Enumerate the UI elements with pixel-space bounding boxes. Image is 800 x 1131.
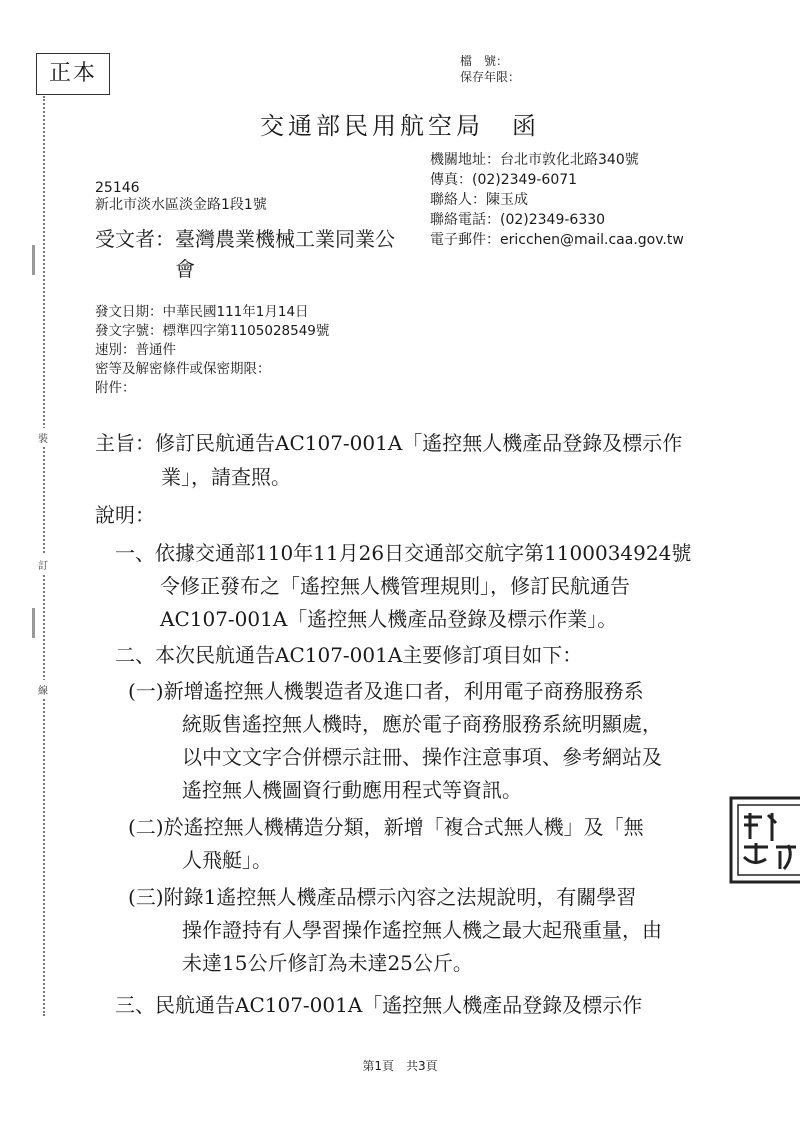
item-two: 二、本次民航通告AC107-001A主要修訂項目如下：	[115, 643, 583, 667]
sub-item-3: (三)附錄1遙控無人機產品標示內容之法規說明，有關學習	[128, 885, 637, 909]
document-title: 交通部民用航空局 函	[260, 112, 540, 140]
sub-item-2: (二)於遙控無人機構造分類，新增「複合式無人機」及「無	[128, 815, 644, 839]
sub-item-1: (一)新增遙控無人機製造者及進口者，利用電子商務服務系	[128, 679, 644, 703]
sub-item-3: 操作證持有人學習操作遙控無人機之最大起飛重量，由	[182, 918, 662, 942]
sender-phone: 聯絡電話：(02)2349-6330	[430, 212, 606, 228]
sender-address: 機關地址：台北市敦化北路340號	[430, 152, 639, 168]
sender-contact: 聯絡人：陳玉成	[430, 192, 528, 208]
sub-item-3: 未達15公斤修訂為未達25公斤。	[182, 951, 473, 975]
official-seal	[728, 795, 800, 885]
explanation-label: 說明：	[95, 503, 155, 527]
attachments: 附件：	[95, 380, 136, 396]
recipient-name: 臺灣農業機械工業同業公	[175, 227, 395, 251]
recipient	[95, 224, 425, 284]
recipient-label: 受文者：	[95, 227, 175, 251]
delivery-speed: 速別：普通件	[95, 342, 176, 358]
copy-type-stamp: 正本	[36, 53, 110, 95]
item-one: 一、依據交通部110年11月26日交通部交航字第1100034924號	[115, 541, 692, 565]
issue-date: 發文日期：中華民國111年1月14日	[95, 304, 309, 320]
item-three: 三、民航通告AC107-001A「遙控無人機產品登錄及標示作	[115, 993, 643, 1017]
document-number: 發文字號：標準四字第1105028549號	[95, 323, 330, 339]
retention-label: 保存年限：	[460, 70, 521, 84]
subject-line: 業」，請查照。	[161, 465, 291, 489]
secrecy-level: 密等及解密條件或保密期限：	[95, 361, 271, 377]
scan-mark	[32, 245, 35, 275]
sub-item-1: 以中文文字合併標示註冊、操作注意事項、參考網站及	[182, 745, 662, 769]
binding-mark-xian: 線	[38, 680, 48, 699]
recipient-name-cont: 會	[175, 257, 195, 281]
sender-info	[430, 150, 684, 250]
subject-line: 主旨：修訂民航通告AC107-001A「遙控無人機產品登錄及標示作	[95, 431, 683, 455]
document-meta	[95, 303, 329, 398]
page-number: 第1頁 共3頁	[362, 1059, 438, 1073]
sender-email: 電子郵件：ericchen@mail.caa.gov.tw	[430, 232, 684, 248]
item-one: 令修正發布之「遙控無人機管理規則」，修訂民航通告	[160, 574, 630, 598]
postal-code: 25146	[95, 180, 140, 196]
binding-mark-zhuang: 裝	[38, 428, 48, 447]
recipient-address: 新北市淡水區淡金路1段1號	[95, 197, 267, 213]
binding-mark-ding: 訂	[38, 555, 48, 574]
sender-fax: 傳真：(02)2349-6071	[430, 172, 578, 188]
sub-item-1: 統販售遙控無人機時，應於電子商務服務系統明顯處，	[182, 712, 662, 736]
sub-item-2: 人飛艇」。	[182, 848, 272, 872]
item-one: AC107-001A「遙控無人機產品登錄及標示作業」。	[160, 607, 618, 631]
sub-item-1: 遙控無人機圖資行動應用程式等資訊。	[182, 778, 522, 802]
recipient-address-block	[95, 180, 267, 214]
scan-mark	[32, 608, 35, 638]
file-number-label: 檔 號：	[460, 54, 509, 68]
